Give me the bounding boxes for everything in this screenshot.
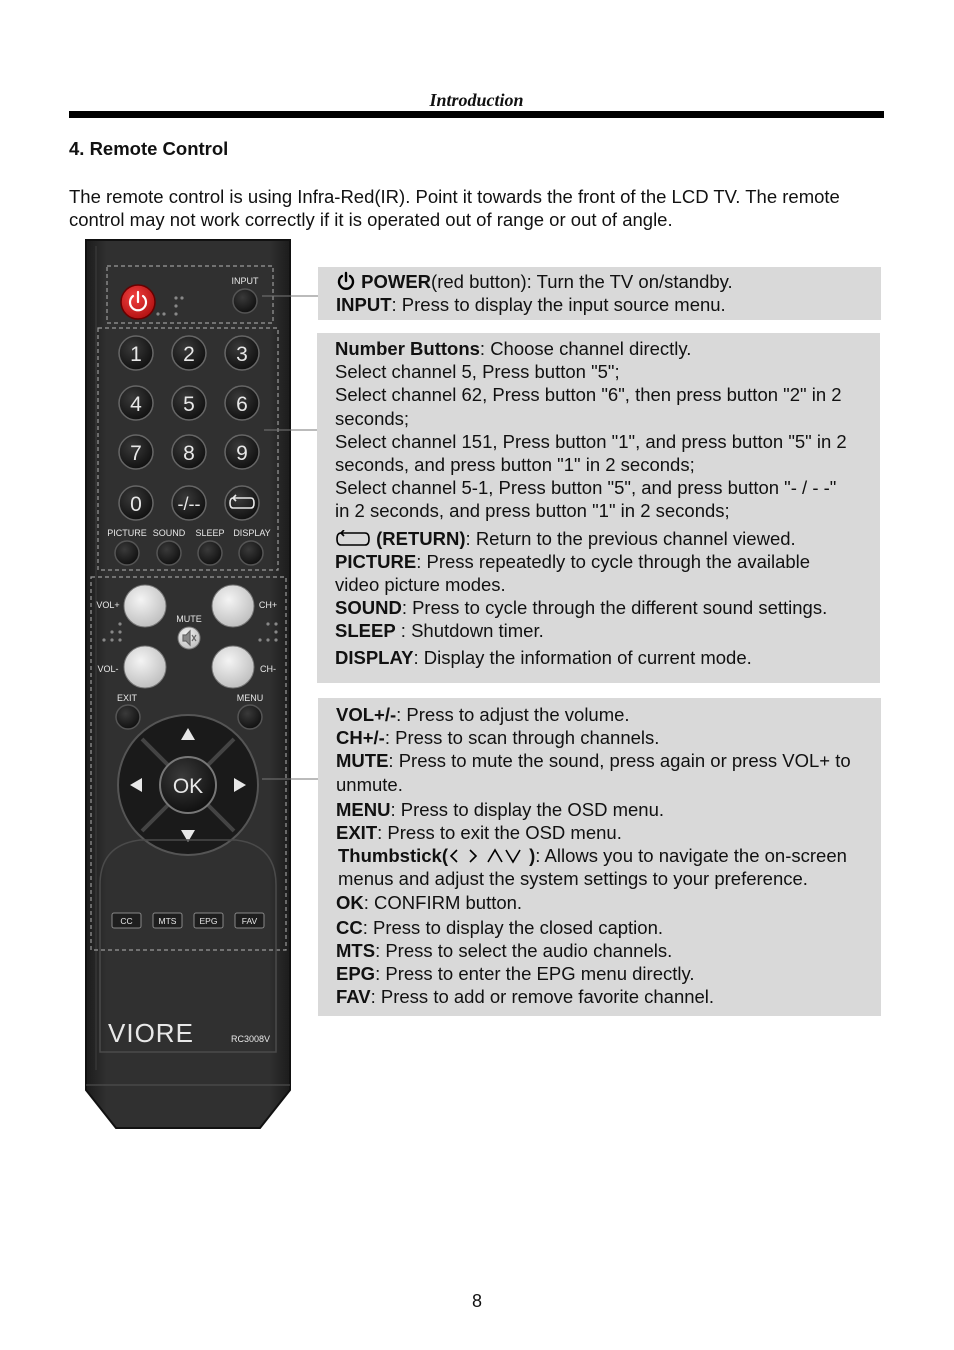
page-header: Introduction (429, 90, 524, 110)
svg-text:FAV: FAV (241, 916, 258, 926)
svg-text:SOUND: SOUND (152, 528, 186, 538)
picture-button (115, 541, 139, 565)
svg-text:OK: OK (172, 775, 204, 798)
vol-minus-button (124, 646, 166, 688)
power-icon (336, 271, 356, 289)
svg-text:CC: CC (120, 916, 133, 926)
svg-text:VOL-: VOL- (97, 664, 119, 674)
svg-text:CH+: CH+ (258, 600, 278, 610)
svg-text:4: 4 (130, 393, 142, 416)
svg-text:MTS: MTS (158, 916, 177, 926)
vol-plus-button (124, 585, 166, 627)
svg-text:7: 7 (130, 442, 142, 465)
ch-plus-button (212, 585, 254, 627)
svg-text:SLEEP: SLEEP (195, 528, 225, 538)
svg-text:2: 2 (183, 343, 195, 366)
svg-text:VOL+: VOL+ (96, 600, 120, 610)
display-button (239, 541, 263, 565)
svg-text:0: 0 (130, 493, 142, 516)
intro-paragraph: The remote control is using Infra-Red(IR). Point it towards the front of the LCD TV. The remote control may not work correctly if it is operated out of range or out of angle. (69, 186, 840, 230)
exit-button (116, 705, 140, 729)
menu-button (238, 705, 262, 729)
svg-text:5: 5 (183, 393, 195, 416)
svg-text:-/--: -/-- (177, 494, 201, 514)
remote-body (86, 240, 290, 1128)
page-number: 8 (471, 1291, 482, 1311)
sound-button (157, 541, 181, 565)
svg-text:8: 8 (183, 442, 195, 465)
return-icon (335, 530, 371, 548)
section-title: 4. Remote Control (69, 138, 229, 159)
svg-text:CH-: CH- (260, 664, 276, 674)
svg-text:PICTURE: PICTURE (107, 528, 147, 538)
svg-text:MENU: MENU (236, 693, 264, 703)
svg-text:3: 3 (236, 343, 248, 366)
sleep-button (198, 541, 222, 565)
svg-text:DISPLAY: DISPLAY (233, 528, 271, 538)
svg-text:1: 1 (130, 343, 142, 366)
svg-text:EXIT: EXIT (116, 693, 138, 703)
panel-number-buttons: Number Buttons: Choose channel directly. Select channel 5, Press button "5"; Select channel 62, Press button "6", then press button "2" in 2 seconds; Select channel 151, Press button "1", and press button "5" in 2 seconds, and press button "1" in 2 seconds; Select channel 5-1, Press button "5", and press button "- / - -" in 2 seconds, and press button "1" in 2 seconds; (RETURN): Return to the previous channel viewed. PICTURE: Press repeatedly to cycle through the available video picture modes. SOUND: Press to cycle through the different sound settings. SLEEP : Shutdown timer. DISPLAY: Display the information of current mode. (317, 333, 880, 683)
svg-text:6: 6 (236, 393, 248, 416)
svg-text:MUTE: MUTE (176, 614, 202, 624)
svg-text:EPG: EPG (199, 916, 218, 926)
panel-power-input: POWER(red button): Turn the TV on/standby. INPUT: Press to display the input source menu. (318, 267, 881, 320)
model-number: RC3008V (231, 1034, 271, 1044)
thumbstick-arrows-icon (448, 846, 524, 862)
remote-input-label: INPUT (231, 276, 259, 286)
brand-logo: VIORE (108, 1018, 194, 1048)
svg-text:9: 9 (236, 442, 248, 465)
input-button (233, 289, 257, 313)
return-button (225, 486, 259, 520)
panel-navigation: VOL+/-: Press to adjust the volume. CH+/-: Press to scan through channels. MUTE: Press to mute the sound, press again or press VOL+ to unmute. MENU: Press to display the OSD menu. EXIT: Press to exit the OSD menu. Thumbstick( ): Allows you to navigate the on-screen menus and adjust the system settings to your preference. OK: CONFIRM button. CC: Press to display the closed caption. MTS: Press to select the audio channels. EPG: Press to enter the EPG menu directly. FAV: Press to add or remove favorite channel. (318, 698, 881, 1016)
ch-minus-button (212, 646, 254, 688)
